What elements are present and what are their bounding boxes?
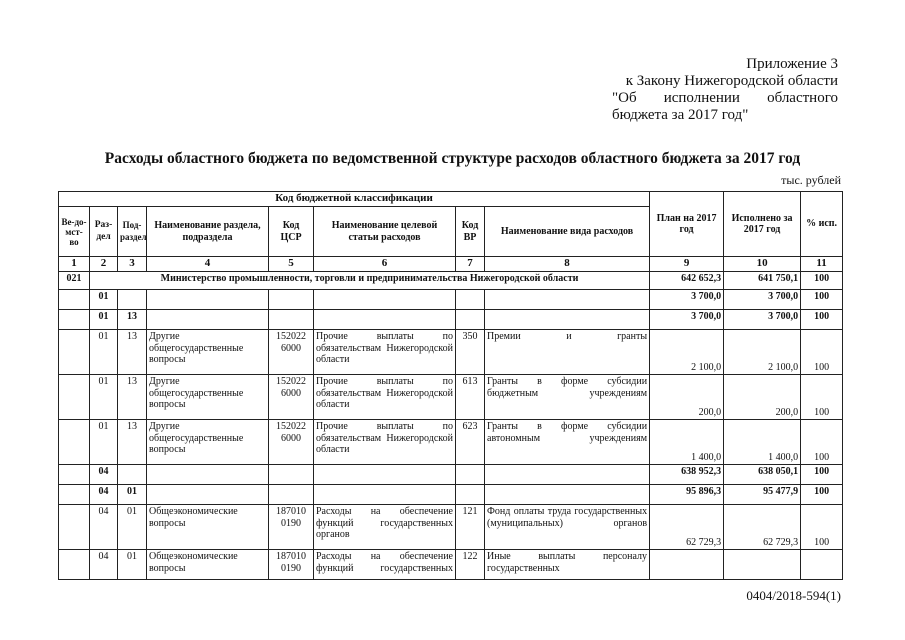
cell-name-csr	[314, 290, 456, 310]
cell-name-csr: Прочие выплаты по обязательствам Нижегородской области	[314, 375, 456, 420]
ministry-row	[59, 272, 843, 290]
cell-podrazdel: 13	[118, 420, 147, 465]
cell-pct	[801, 550, 843, 580]
cell-name-vr: Премии и гранты	[485, 330, 650, 375]
cell-name-csr: Прочие выплаты по обязательствам Нижегородской области	[314, 420, 456, 465]
cell-name-vr: Гранты в форме субсидии автономным учреждениям	[485, 420, 650, 465]
cell-vedomstvo	[59, 290, 90, 310]
table-row	[59, 505, 843, 550]
header-done: Исполнено за 2017 год	[724, 192, 801, 257]
header-name-csr: Наименование целевой статьи расходов	[314, 207, 456, 257]
cell-vedomstvo	[59, 465, 90, 485]
cell-name-vr: Фонд оплаты труда государственных (муниципальных) органов	[485, 505, 650, 550]
cell-razdel: 04	[90, 485, 118, 505]
cell-pct: 100	[801, 485, 843, 505]
cell-kod-vr	[456, 465, 485, 485]
cell-name-razdel	[147, 485, 269, 505]
cell-name-vr: Иные выплаты персоналу государственных	[485, 550, 650, 580]
cell-pct: 100	[801, 310, 843, 330]
cell-podrazdel: 01	[118, 505, 147, 550]
cell-kod-csr	[269, 310, 314, 330]
appendix-line-3: "Об исполнении областного	[612, 90, 838, 106]
cell-name-razdel: Общеэкономические вопросы	[147, 505, 269, 550]
cell-done: 1 400,0	[724, 420, 801, 465]
cell-name-csr	[314, 485, 456, 505]
cell-razdel: 04	[90, 465, 118, 485]
cell-kod-csr	[269, 485, 314, 505]
cell-name-csr: Расходы на обеспечение функций государственных	[314, 550, 456, 580]
cell-name-razdel: Другие общегосударственные вопросы	[147, 330, 269, 375]
cell-vedomstvo	[59, 550, 90, 580]
cell-name-csr	[314, 465, 456, 485]
table-row	[59, 550, 843, 580]
cell-plan: 200,0	[650, 375, 724, 420]
cell-vedomstvo	[59, 375, 90, 420]
cell-plan: 95 896,3	[650, 485, 724, 505]
cell-podrazdel	[118, 290, 147, 310]
cell-podrazdel: 13	[118, 330, 147, 375]
table-row	[59, 290, 843, 310]
cell-done: 95 477,9	[724, 485, 801, 505]
appendix-line-2: к Закону Нижегородской области	[625, 73, 838, 89]
cell-kod-csr: 187010 0190	[269, 550, 314, 580]
cell-podrazdel: 01	[118, 485, 147, 505]
column-numbers-row: 1 2 3 4 5 6 7 8 9 10 11	[59, 257, 843, 272]
cell-done	[724, 550, 801, 580]
document-code: 0404/2018-594(1)	[746, 588, 841, 603]
header-name-vr: Наименование вида расходов	[485, 207, 650, 257]
cell-plan: 3 700,0	[650, 310, 724, 330]
cell-name-vr	[485, 290, 650, 310]
cell-done: 3 700,0	[724, 290, 801, 310]
header-pct: % исп.	[801, 192, 843, 257]
appendix-line-4: бюджета за 2017 год"	[612, 107, 749, 123]
cell-name-vr	[485, 310, 650, 330]
cell-pct: 100	[801, 420, 843, 465]
table-row	[59, 330, 843, 375]
cell-done: 62 729,3	[724, 505, 801, 550]
cell-plan: 62 729,3	[650, 505, 724, 550]
cell-razdel: 01	[90, 330, 118, 375]
cell-name-vr	[485, 485, 650, 505]
cell-podrazdel	[118, 465, 147, 485]
cell-kod-vr: 122	[456, 550, 485, 580]
ministry-pct: 100	[801, 272, 843, 290]
cell-pct: 100	[801, 465, 843, 485]
ministry-done: 641 750,1	[724, 272, 801, 290]
header-plan: План на 2017 год	[650, 192, 724, 257]
cell-razdel: 04	[90, 550, 118, 580]
cell-kod-vr: 613	[456, 375, 485, 420]
cell-vedomstvo	[59, 310, 90, 330]
appendix-line-1: Приложение 3	[746, 56, 838, 72]
header-razdel: Раз-дел	[90, 207, 118, 257]
cell-plan: 638 952,3	[650, 465, 724, 485]
cell-pct: 100	[801, 375, 843, 420]
cell-done: 2 100,0	[724, 330, 801, 375]
cell-podrazdel: 01	[118, 550, 147, 580]
cell-name-razdel: Общеэкономические вопросы	[147, 550, 269, 580]
cell-razdel: 01	[90, 420, 118, 465]
cell-vedomstvo	[59, 485, 90, 505]
header-name-razdel: Наименование раздела, подраздела	[147, 207, 269, 257]
cell-name-csr: Расходы на обеспечение функций государственных органов	[314, 505, 456, 550]
cell-kod-csr: 152022 6000	[269, 375, 314, 420]
cell-pct: 100	[801, 290, 843, 310]
cell-kod-csr: 152022 6000	[269, 330, 314, 375]
cell-kod-csr: 152022 6000	[269, 420, 314, 465]
cell-name-razdel: Другие общегосударственные вопросы	[147, 420, 269, 465]
table-row	[59, 375, 843, 420]
cell-razdel: 01	[90, 310, 118, 330]
ministry-plan: 642 652,3	[650, 272, 724, 290]
ministry-name: Министерство промышленности, торговли и предпринимательства Нижегородской области	[90, 272, 650, 290]
table-row	[59, 465, 843, 485]
document-title: Расходы областного бюджета по ведомственной структуре расходов областного бюджета за 2017 год	[104, 150, 801, 167]
cell-kod-vr: 623	[456, 420, 485, 465]
cell-done: 3 700,0	[724, 310, 801, 330]
units-label: тыс. рублей	[781, 173, 841, 187]
cell-pct: 100	[801, 330, 843, 375]
cell-name-razdel: Другие общегосударственные вопросы	[147, 375, 269, 420]
cell-kod-vr	[456, 485, 485, 505]
cell-name-csr	[314, 310, 456, 330]
header-kod-vr: Код ВР	[456, 207, 485, 257]
cell-done: 200,0	[724, 375, 801, 420]
cell-kod-csr	[269, 290, 314, 310]
header-podrazdel: Под-раздел	[118, 207, 147, 257]
cell-done: 638 050,1	[724, 465, 801, 485]
cell-plan: 2 100,0	[650, 330, 724, 375]
cell-name-razdel	[147, 465, 269, 485]
cell-name-csr: Прочие выплаты по обязательствам Нижегородской области	[314, 330, 456, 375]
cell-razdel: 01	[90, 290, 118, 310]
table-row	[59, 420, 843, 465]
cell-razdel: 01	[90, 375, 118, 420]
cell-podrazdel: 13	[118, 310, 147, 330]
header-vedomstvo: Ве-до-мст-во	[59, 207, 90, 257]
cell-podrazdel: 13	[118, 375, 147, 420]
cell-kod-vr	[456, 290, 485, 310]
cell-kod-vr: 121	[456, 505, 485, 550]
table-row	[59, 485, 843, 505]
cell-name-vr	[485, 465, 650, 485]
cell-name-razdel	[147, 290, 269, 310]
cell-kod-csr	[269, 465, 314, 485]
table-row	[59, 310, 843, 330]
classification-header: Код бюджетной классификации	[59, 192, 650, 207]
cell-plan	[650, 550, 724, 580]
cell-kod-csr: 187010 0190	[269, 505, 314, 550]
cell-kod-vr	[456, 310, 485, 330]
header-kod-csr: Код ЦСР	[269, 207, 314, 257]
cell-name-vr: Гранты в форме субсидии бюджетным учреждениям	[485, 375, 650, 420]
cell-vedomstvo	[59, 330, 90, 375]
ministry-code: 021	[59, 272, 90, 290]
expenses-table	[58, 191, 843, 580]
cell-plan: 1 400,0	[650, 420, 724, 465]
cell-kod-vr: 350	[456, 330, 485, 375]
appendix-block	[612, 56, 838, 124]
cell-vedomstvo	[59, 505, 90, 550]
cell-plan: 3 700,0	[650, 290, 724, 310]
cell-name-razdel	[147, 310, 269, 330]
cell-vedomstvo	[59, 420, 90, 465]
cell-pct: 100	[801, 505, 843, 550]
cell-razdel: 04	[90, 505, 118, 550]
